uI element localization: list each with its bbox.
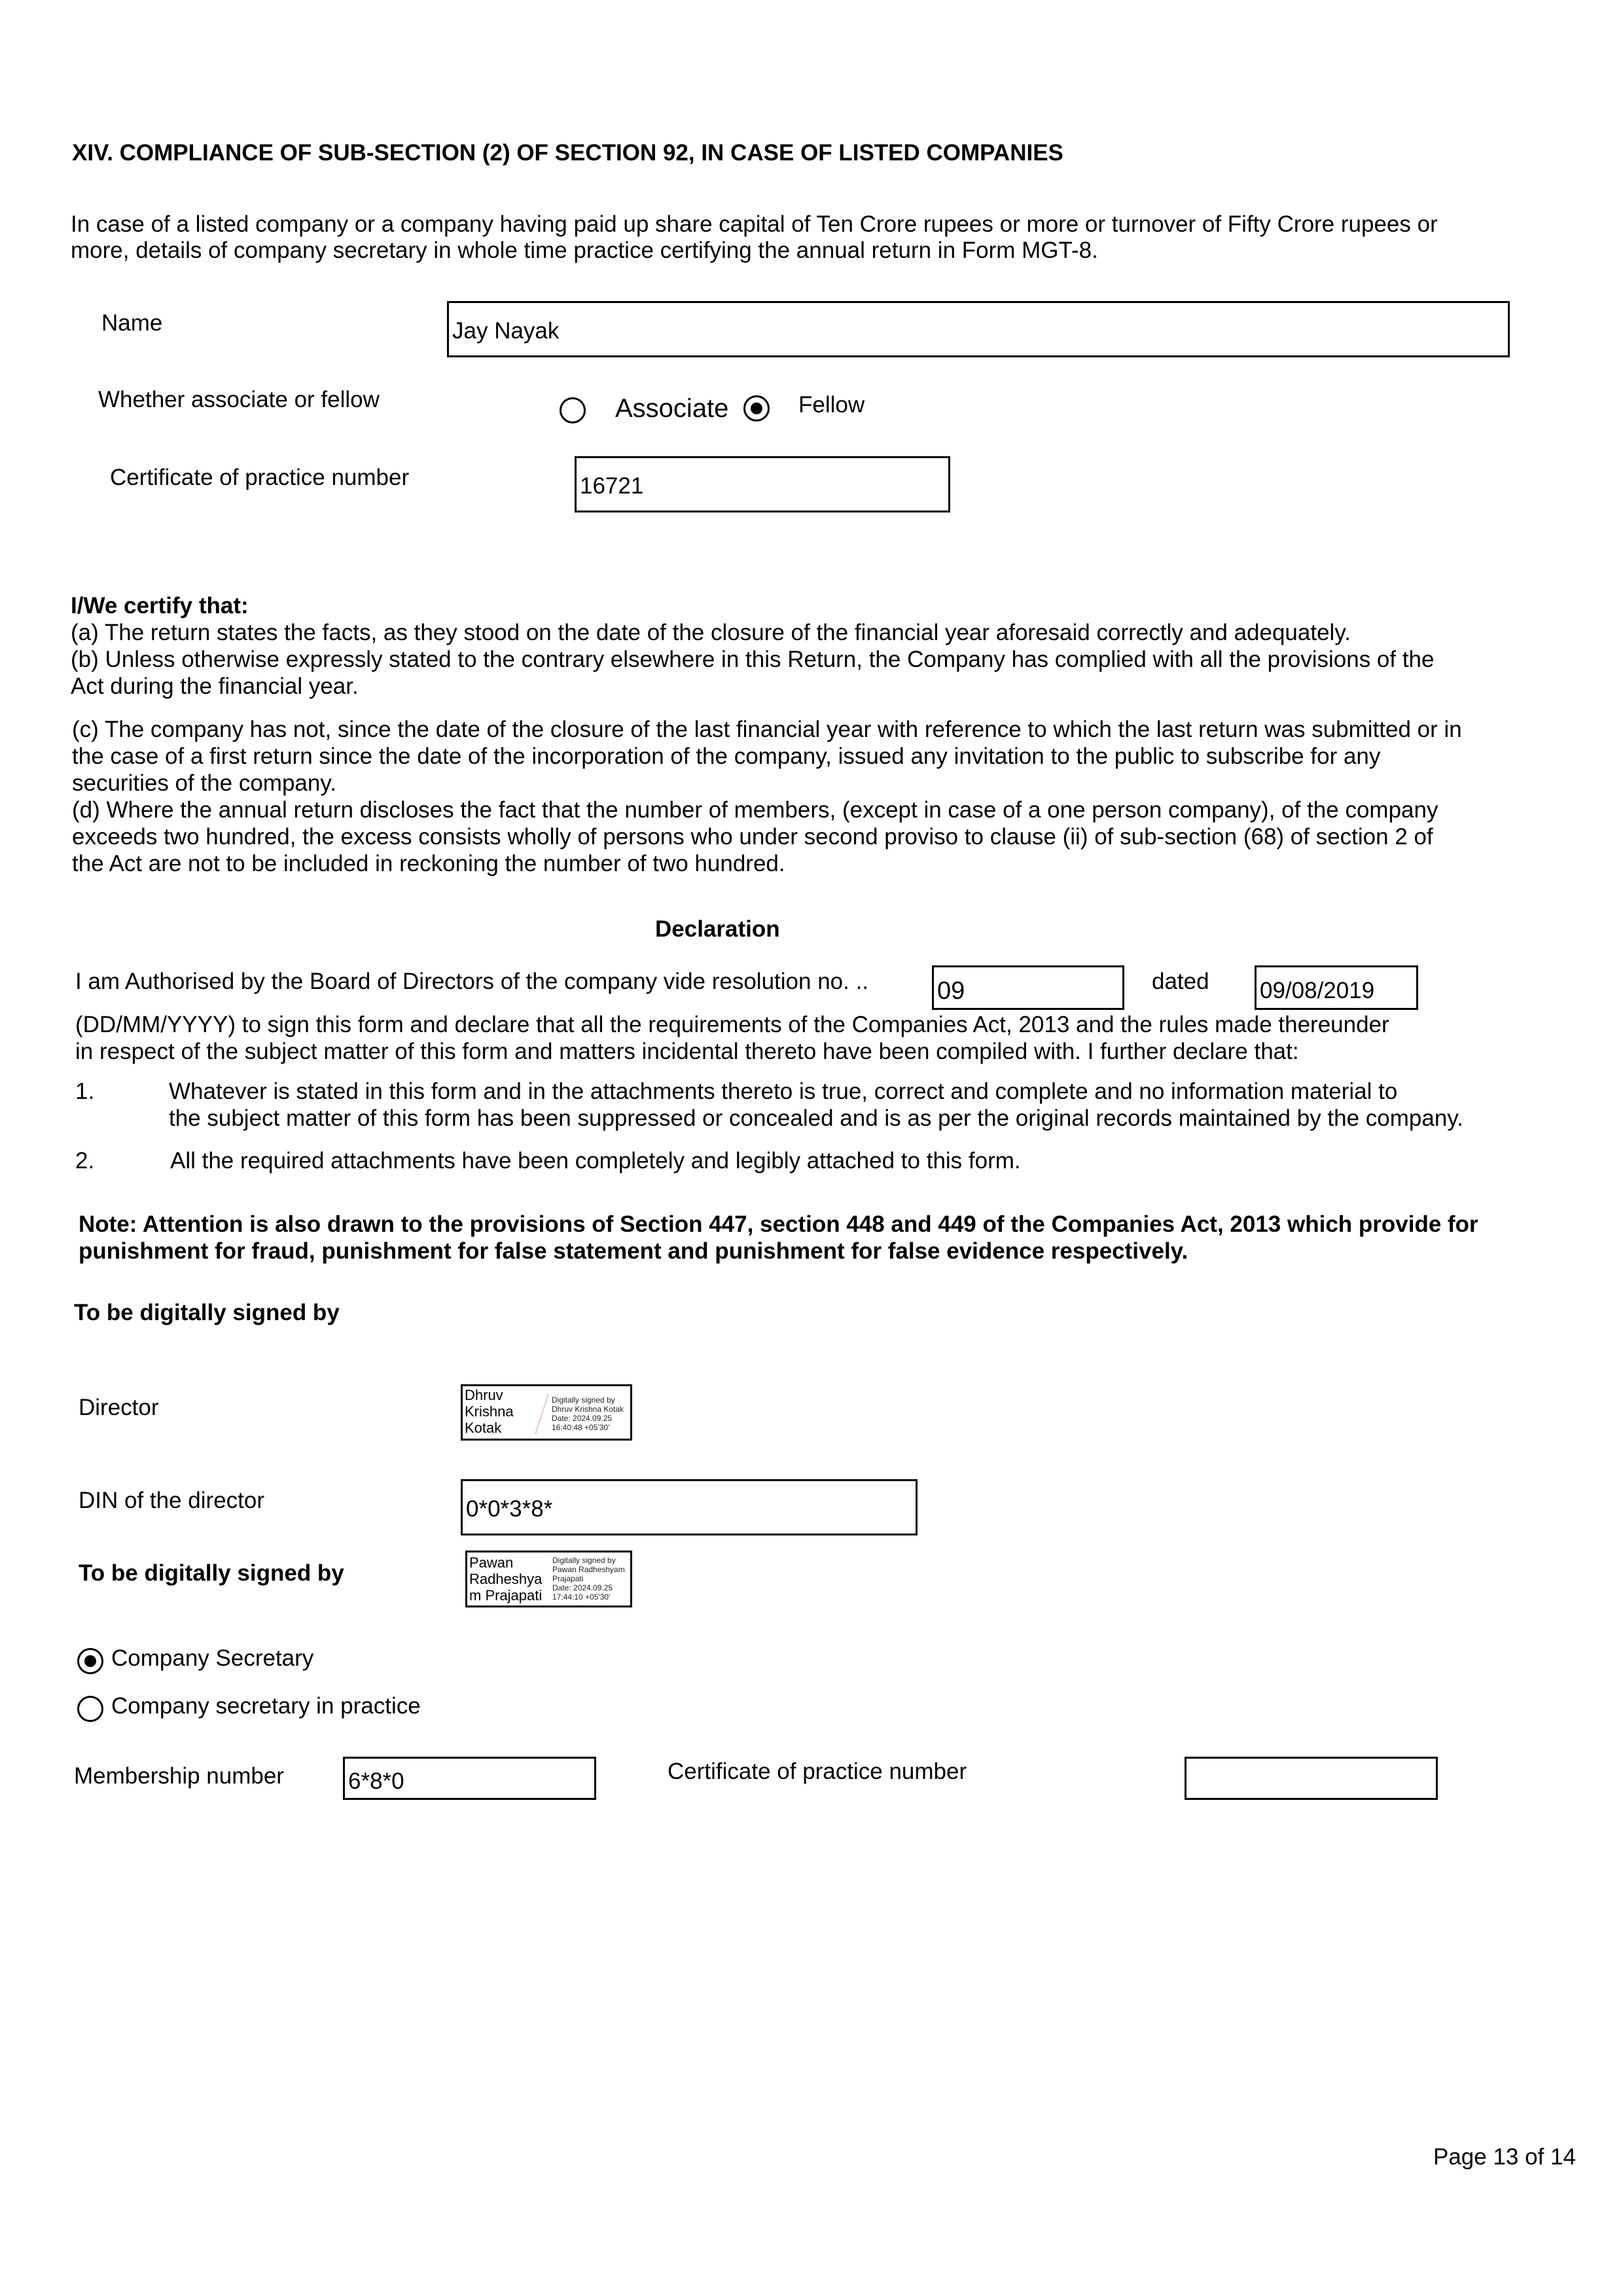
declaration-line3: in respect of the subject matter of this form and matters incidental thereto have been compiled with. I further declare that: [75, 1039, 1299, 1064]
fellow-label: Fellow [798, 392, 865, 418]
certify-heading: I/We certify that: [71, 593, 249, 619]
name-label: Name [101, 310, 163, 336]
certify-c-line1: (c) The company has not, since the date of the closure of the last financial year with reference to which the last return was submitted or in [72, 717, 1462, 742]
cs-in-practice-radio[interactable] [77, 1696, 103, 1722]
associate-radio[interactable] [560, 397, 586, 423]
company-secretary-label: Company Secretary [111, 1645, 314, 1671]
director-signature-name: Dhruv Krishna Kotak [465, 1387, 514, 1436]
signature-stroke [535, 1393, 549, 1434]
certify-d-line2: exceeds two hundred, the excess consists wholly of persons who under second proviso to clause (ii) of sub-section (68) of section 2 of [72, 824, 1433, 850]
item1-line1: Whatever is stated in this form and in the attachments thereto is true, correct and complete and no information material to [169, 1079, 1398, 1104]
cs-in-practice-label: Company secretary in practice [111, 1693, 421, 1719]
dated-field[interactable]: 09/08/2019 [1255, 965, 1418, 1010]
din-field[interactable]: 0*0*3*8* [461, 1479, 918, 1535]
section-title: XIV. COMPLIANCE OF SUB-SECTION (2) OF SECTION 92, IN CASE OF LISTED COMPANIES [72, 140, 1063, 166]
certify-a: (a) The return states the facts, as they stood on the date of the closure of the financial year aforesaid correctly and adequately. [71, 620, 1351, 645]
item1-number: 1. [75, 1079, 95, 1104]
secretary-signature[interactable] [465, 1551, 632, 1607]
page-number: Page 13 of 14 [1433, 2144, 1576, 2170]
secretary-signature-name: Pawan Radheshya m Prajapati [469, 1554, 543, 1604]
director-signature-detail: Digitally signed by Dhruv Krishna Kotak Date: 2024.09.25 16:40:48 +05'30' [552, 1395, 624, 1432]
declaration-line2: (DD/MM/YYYY) to sign this form and declare that all the requirements of the Companies Act, 2013 and the rules made thereunder [75, 1012, 1389, 1037]
note-line2: punishment for fraud, punishment for false statement and punishment for false evidence respectively. [79, 1238, 1188, 1264]
director-label: Director [79, 1395, 159, 1420]
declaration-heading: Declaration [655, 916, 780, 942]
item2-number: 2. [75, 1148, 95, 1174]
resolution-number-field[interactable]: 09 [932, 965, 1124, 1010]
certify-c-line3: securities of the company. [72, 770, 336, 796]
cop-label-2: Certificate of practice number [668, 1759, 967, 1784]
cop-field-2[interactable] [1185, 1757, 1438, 1800]
certify-d-line1: (d) Where the annual return discloses the fact that the number of members, (except in case of a one person company), of the company [72, 797, 1438, 823]
digital-sign-heading: To be digitally signed by [74, 1300, 340, 1325]
authorised-text: I am Authorised by the Board of Directors of the company vide resolution no. .. [75, 969, 869, 994]
cop-field[interactable]: 16721 [575, 456, 950, 512]
associate-label: Associate [615, 394, 729, 423]
item2-text: All the required attachments have been completely and legibly attached to this form. [170, 1148, 1021, 1174]
certify-d-line3: the Act are not to be included in reckoning the number of two hundred. [72, 851, 785, 876]
certify-b-line2: Act during the financial year. [71, 673, 359, 699]
din-label: DIN of the director [79, 1488, 264, 1513]
dated-label: dated [1152, 969, 1209, 994]
intro-line-2: more, details of company secretary in whole time practice certifying the annual return in Form MGT-8. [71, 238, 1098, 263]
note-line1: Note: Attention is also drawn to the provisions of Section 447, section 448 and 449 of the Companies Act, 2013 which provide for [79, 1211, 1478, 1237]
cop-label: Certificate of practice number [110, 465, 410, 490]
membership-label: Membership number [74, 1763, 284, 1789]
intro-line-1: In case of a listed company or a company having paid up share capital of Ten Crore rupees or more or turnover of Fifty Crore rupees or [71, 211, 1438, 237]
fellow-radio[interactable] [743, 395, 770, 422]
company-secretary-radio[interactable] [77, 1648, 103, 1674]
name-field[interactable]: Jay Nayak [447, 301, 1510, 357]
director-signature[interactable] [461, 1384, 632, 1441]
associate-fellow-label: Whether associate or fellow [98, 387, 380, 412]
membership-field[interactable]: 6*8*0 [343, 1757, 596, 1800]
secretary-signature-detail: Digitally signed by Pawan Radheshyam Prajapati Date: 2024.09.25 17:44:10 +05'30' [552, 1556, 625, 1602]
certify-b-line1: (b) Unless otherwise expressly stated to the contrary elsewhere in this Return, the Company has complied with all the provisions of the [71, 647, 1435, 672]
certify-c-line2: the case of a first return since the date of the incorporation of the company, issued any invitation to the public to subscribe for any [72, 744, 1381, 769]
digital-sign-heading-2: To be digitally signed by [79, 1560, 344, 1586]
item1-line2: the subject matter of this form has been suppressed or concealed and is as per the original records maintained by the company. [169, 1105, 1463, 1131]
